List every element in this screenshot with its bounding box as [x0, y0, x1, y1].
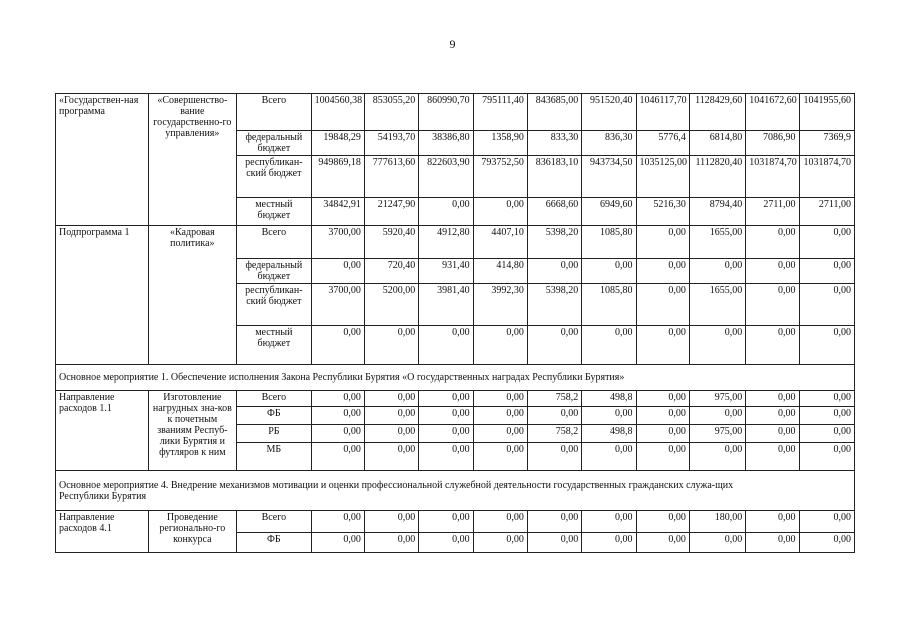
value-cell: 5398,20 [527, 284, 581, 326]
value-cell: 0,00 [473, 407, 527, 425]
value-cell: 836,30 [582, 131, 636, 156]
row-name-cell: Подпрограмма 1 [56, 226, 149, 365]
funding-source-cell: Всего [237, 391, 311, 407]
value-cell: 795111,40 [473, 94, 527, 131]
value-cell: 758,2 [527, 391, 581, 407]
value-cell: 54193,70 [364, 131, 418, 156]
event-4-heading [56, 471, 855, 511]
table-row [56, 94, 855, 131]
row-name-cell: Направление расходов 4.1 [56, 511, 149, 553]
value-cell: 0,00 [746, 443, 799, 471]
value-cell: 1358,90 [473, 131, 527, 156]
value-cell: 0,00 [636, 511, 689, 533]
value-cell: 1031874,70 [746, 156, 799, 198]
value-cell: 0,00 [419, 443, 473, 471]
funding-source-cell: Всего [237, 511, 311, 533]
value-cell: 0,00 [419, 533, 473, 553]
value-cell: 0,00 [364, 533, 418, 553]
value-cell: 7369,9 [799, 131, 854, 156]
value-cell: 853055,20 [364, 94, 418, 131]
table-row [56, 511, 855, 533]
value-cell: 0,00 [419, 198, 473, 226]
value-cell: 833,30 [527, 131, 581, 156]
value-cell: 0,00 [582, 533, 636, 553]
value-cell: 414,80 [473, 259, 527, 284]
value-cell: 3700,00 [311, 284, 364, 326]
value-cell: 0,00 [527, 533, 581, 553]
value-cell: 0,00 [799, 326, 854, 365]
value-cell: 0,00 [746, 259, 799, 284]
value-cell: 0,00 [419, 407, 473, 425]
value-cell: 0,00 [473, 425, 527, 443]
value-cell: 0,00 [364, 407, 418, 425]
program-name-cell: «Кадровая политика» [148, 226, 237, 365]
row-name-cell: «Государствен-ная программа [56, 94, 149, 226]
value-cell: 975,00 [689, 425, 745, 443]
value-cell: 7086,90 [746, 131, 799, 156]
value-cell: 5216,30 [636, 198, 689, 226]
value-cell: 5398,20 [527, 226, 581, 259]
value-cell: 0,00 [799, 226, 854, 259]
funding-source-cell: местный бюджет [237, 198, 311, 226]
row-name-cell: Направление расходов 1.1 [56, 391, 149, 471]
value-cell: 0,00 [636, 533, 689, 553]
value-cell: 949869,18 [311, 156, 364, 198]
funding-source-cell: МБ [237, 443, 311, 471]
value-cell: 0,00 [746, 425, 799, 443]
value-cell: 6814,80 [689, 131, 745, 156]
value-cell: 2711,00 [746, 198, 799, 226]
value-cell: 0,00 [419, 511, 473, 533]
event-4-heading-line-1: Основное мероприятие 4. Внедрение механизмов мотивации и оценки профессиональной служебной деятельности государственных гражданских служа-щих [59, 479, 734, 491]
value-cell: 0,00 [636, 226, 689, 259]
value-cell: 1655,00 [689, 284, 745, 326]
funding-source-cell: Всего [237, 94, 311, 131]
funding-source-cell: Всего [237, 226, 311, 259]
value-cell: 1655,00 [689, 226, 745, 259]
value-cell: 0,00 [636, 391, 689, 407]
value-cell: 0,00 [746, 511, 799, 533]
value-cell: 0,00 [582, 326, 636, 365]
value-cell: 0,00 [746, 284, 799, 326]
value-cell: 0,00 [799, 511, 854, 533]
program-name-cell: Проведение регионально-го конкурса [148, 511, 237, 553]
value-cell: 0,00 [473, 391, 527, 407]
value-cell: 843685,00 [527, 94, 581, 131]
value-cell: 8794,40 [689, 198, 745, 226]
budget-table [55, 93, 855, 553]
value-cell: 0,00 [582, 259, 636, 284]
value-cell: 822603,90 [419, 156, 473, 198]
value-cell: 0,00 [527, 407, 581, 425]
value-cell: 836183,10 [527, 156, 581, 198]
value-cell: 0,00 [473, 326, 527, 365]
table-row [56, 471, 855, 511]
value-cell: 0,00 [364, 425, 418, 443]
event-4-heading-line-2: Республики Бурятия [59, 490, 147, 502]
value-cell: 0,00 [311, 443, 364, 471]
value-cell: 0,00 [689, 407, 745, 425]
value-cell: 1041672,60 [746, 94, 799, 131]
value-cell: 0,00 [473, 533, 527, 553]
value-cell: 0,00 [527, 511, 581, 533]
value-cell: 0,00 [799, 407, 854, 425]
value-cell: 0,00 [689, 443, 745, 471]
value-cell: 0,00 [799, 284, 854, 326]
value-cell: 860990,70 [419, 94, 473, 131]
value-cell: 0,00 [746, 326, 799, 365]
funding-source-cell: местный бюджет [237, 326, 311, 365]
value-cell: 0,00 [636, 425, 689, 443]
value-cell: 0,00 [527, 443, 581, 471]
value-cell: 4407,10 [473, 226, 527, 259]
funding-source-cell: РБ [237, 425, 311, 443]
value-cell: 1041955,60 [799, 94, 854, 131]
value-cell: 777613,60 [364, 156, 418, 198]
value-cell: 0,00 [636, 259, 689, 284]
value-cell: 951520,40 [582, 94, 636, 131]
value-cell: 0,00 [473, 511, 527, 533]
value-cell: 0,00 [799, 533, 854, 553]
value-cell: 0,00 [689, 326, 745, 365]
value-cell: 793752,50 [473, 156, 527, 198]
value-cell: 0,00 [799, 443, 854, 471]
value-cell: 0,00 [364, 391, 418, 407]
value-cell: 5920,40 [364, 226, 418, 259]
value-cell: 0,00 [311, 511, 364, 533]
value-cell: 498,8 [582, 391, 636, 407]
value-cell: 0,00 [473, 443, 527, 471]
value-cell: 0,00 [419, 391, 473, 407]
value-cell: 931,40 [419, 259, 473, 284]
budget-table-body [56, 94, 855, 553]
value-cell: 975,00 [689, 391, 745, 407]
funding-source-cell: ФБ [237, 407, 311, 425]
value-cell: 0,00 [527, 259, 581, 284]
value-cell: 0,00 [689, 533, 745, 553]
value-cell: 0,00 [527, 326, 581, 365]
value-cell: 19848,29 [311, 131, 364, 156]
value-cell: 0,00 [364, 511, 418, 533]
value-cell: 1085,80 [582, 226, 636, 259]
table-row [56, 226, 855, 259]
value-cell: 21247,90 [364, 198, 418, 226]
value-cell: 720,40 [364, 259, 418, 284]
value-cell: 758,2 [527, 425, 581, 443]
program-name-cell: «Совершенство-вание государственно-го управления» [148, 94, 237, 226]
value-cell: 0,00 [582, 407, 636, 425]
value-cell: 6668,60 [527, 198, 581, 226]
value-cell: 1035125,00 [636, 156, 689, 198]
table-row [56, 365, 855, 391]
value-cell: 38386,80 [419, 131, 473, 156]
value-cell: 0,00 [311, 533, 364, 553]
page-number: 9 [449, 37, 456, 51]
value-cell: 1085,80 [582, 284, 636, 326]
value-cell: 4912,80 [419, 226, 473, 259]
value-cell: 6949,60 [582, 198, 636, 226]
table-row [56, 391, 855, 407]
value-cell: 0,00 [473, 198, 527, 226]
value-cell: 1031874,70 [799, 156, 854, 198]
value-cell: 0,00 [636, 326, 689, 365]
value-cell: 34842,91 [311, 198, 364, 226]
value-cell: 1112820,40 [689, 156, 745, 198]
value-cell: 0,00 [364, 443, 418, 471]
value-cell: 0,00 [799, 259, 854, 284]
event-1-heading: Основное мероприятие 1. Обеспечение исполнения Закона Республики Бурятия «О государственных наградах Республики Бурятия» [56, 365, 855, 391]
value-cell: 0,00 [311, 407, 364, 425]
funding-source-cell: республикан-ский бюджет [237, 156, 311, 198]
value-cell: 0,00 [746, 533, 799, 553]
value-cell: 0,00 [311, 259, 364, 284]
value-cell: 0,00 [636, 443, 689, 471]
value-cell: 0,00 [746, 226, 799, 259]
funding-source-cell: республикан-ский бюджет [237, 284, 311, 326]
value-cell: 3981,40 [419, 284, 473, 326]
value-cell: 0,00 [311, 425, 364, 443]
value-cell: 3992,30 [473, 284, 527, 326]
value-cell: 1046117,70 [636, 94, 689, 131]
funding-source-cell: ФБ [237, 533, 311, 553]
value-cell: 0,00 [799, 391, 854, 407]
program-name-cell: Изготовление нагрудных зна-ков к почетным званиям Респуб-лики Бурятия и футляров к ним [148, 391, 237, 471]
value-cell: 943734,50 [582, 156, 636, 198]
value-cell: 0,00 [746, 391, 799, 407]
value-cell: 1004560,38 [311, 94, 364, 131]
value-cell: 0,00 [689, 259, 745, 284]
value-cell: 498,8 [582, 425, 636, 443]
value-cell: 0,00 [636, 407, 689, 425]
value-cell: 1128429,60 [689, 94, 745, 131]
value-cell: 180,00 [689, 511, 745, 533]
value-cell: 0,00 [364, 326, 418, 365]
value-cell: 0,00 [582, 511, 636, 533]
value-cell: 0,00 [419, 425, 473, 443]
value-cell: 0,00 [311, 326, 364, 365]
value-cell: 5776,4 [636, 131, 689, 156]
value-cell: 3700,00 [311, 226, 364, 259]
funding-source-cell: федеральный бюджет [237, 131, 311, 156]
value-cell: 0,00 [419, 326, 473, 365]
value-cell: 0,00 [311, 391, 364, 407]
value-cell: 0,00 [636, 284, 689, 326]
value-cell: 0,00 [746, 407, 799, 425]
funding-source-cell: федеральный бюджет [237, 259, 311, 284]
value-cell: 5200,00 [364, 284, 418, 326]
value-cell: 0,00 [582, 443, 636, 471]
value-cell: 2711,00 [799, 198, 854, 226]
value-cell: 0,00 [799, 425, 854, 443]
